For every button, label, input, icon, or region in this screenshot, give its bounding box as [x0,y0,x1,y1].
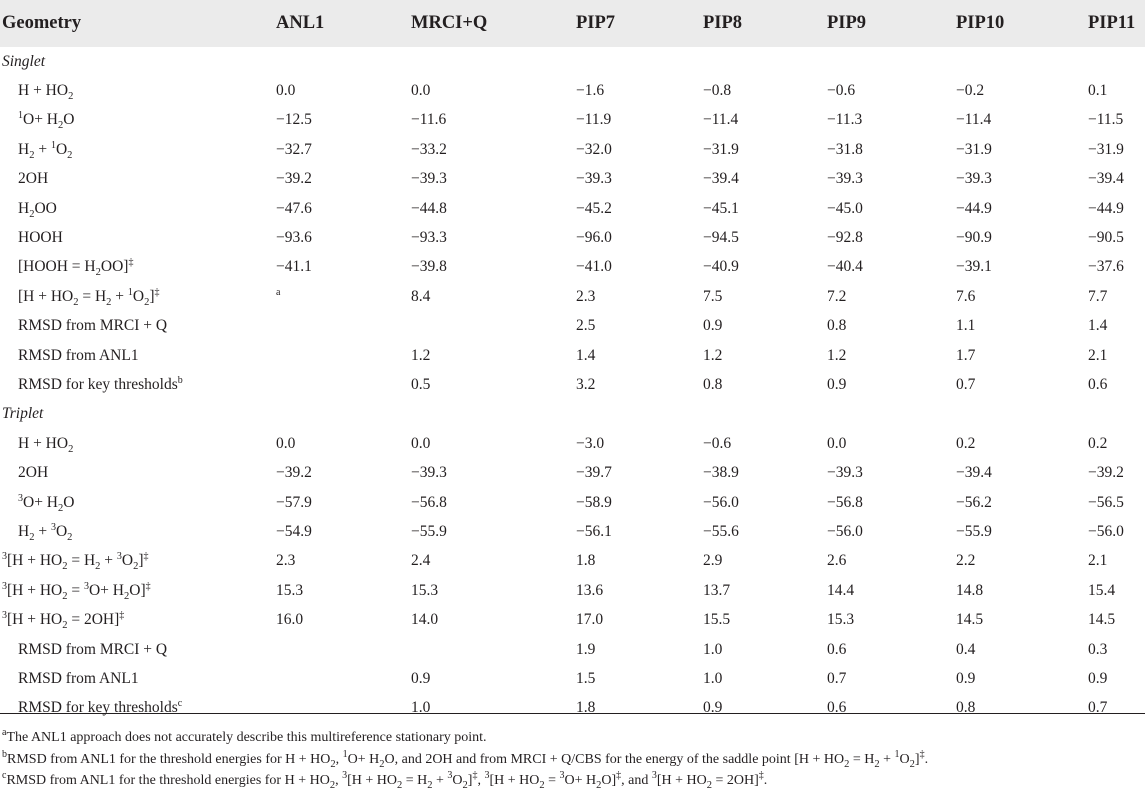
value-cell: 1.7 [956,346,976,364]
value-cell: 0.8 [703,375,723,393]
value-cell [276,341,411,370]
superscript: 3 [2,551,7,563]
value-cell: −39.8 [411,258,447,276]
geometry-cell: $H_2 + ^3O_2$ [18,521,73,543]
table-row [0,106,1145,135]
value-cell: −39.3 [411,170,447,188]
geometry-cell: $H + HO_2$ [18,82,74,103]
value-cell [276,664,411,693]
value-cell: −38.9 [703,464,739,482]
value-cell: 2.6 [827,552,847,570]
subscript: 2 [874,758,880,770]
value-cell: 1.0 [703,669,723,687]
value-cell: −93.6 [276,229,312,247]
superscript: ‡ [143,551,149,563]
value-cell: 2.1 [1088,346,1108,364]
value-cell: 14.5 [1088,611,1116,629]
geometry-cell: 2OH [18,170,49,188]
value-cell: 7.2 [827,287,847,305]
value-cell [276,635,411,664]
value-cell: −56.2 [956,493,992,511]
value-cell: 1.1 [956,317,976,335]
table-row [0,253,1145,282]
value-cell: −90.9 [956,229,992,247]
value-cell: 2.3 [576,287,596,305]
value-cell [276,694,411,723]
subscript: 2 [124,590,130,602]
header-pip11: PIP11 [1088,13,1136,33]
value-cell: −40.4 [827,258,863,276]
table-row [0,341,1145,370]
value-cell: −90.5 [1088,229,1124,247]
value-cell: 0.0 [827,434,847,452]
superscript: 3 [50,521,56,533]
value-cell: −11.3 [827,111,863,129]
superscript: b [177,374,183,386]
value-cell: 1.4 [1088,317,1108,335]
value-cell: −39.3 [827,170,863,188]
value-cell: −56.1 [576,522,612,540]
section-label: Singlet [2,52,46,70]
value-cell: 2.9 [703,552,723,570]
value-cell: 2.4 [411,552,431,570]
subscript: 2 [67,149,73,161]
table-row [0,458,1145,487]
subscript: 2 [68,91,74,103]
value-cell: −93.3 [411,229,447,247]
value-cell: −40.9 [703,258,739,276]
value-cell: 14.5 [956,611,984,629]
value-cell: −56.0 [703,493,739,511]
value-cell: 0.0 [411,434,431,452]
geometry-cell: RMSD for key thresholds$^c$ [18,698,183,717]
superscript: 3 [342,770,348,781]
value-cell: −55.6 [703,522,739,540]
subscript: 2 [106,296,112,308]
value-cell: −41.1 [276,258,312,276]
value-cell: 0.9 [1088,669,1108,687]
value-cell: −56.0 [827,522,863,540]
geometry-cell: HOOH [18,229,63,247]
subscript: 2 [29,149,35,161]
header-anl1: ANL1 [276,13,325,33]
value-cell: −56.5 [1088,493,1124,511]
superscript: ‡ [128,257,134,269]
value-cell [411,312,576,341]
geometry-cell: $H + HO_2$ [18,434,74,455]
footnote: $^a$The ANL1 approach does not accurately describe this multireference stationary point. [2,727,487,745]
table-row [0,312,1145,341]
subscript: 2 [462,780,468,791]
value-cell: 15.3 [276,581,304,599]
value-cell: −0.6 [827,82,856,100]
value-cell: 1.2 [827,346,847,364]
superscript: ‡ [472,770,478,781]
value-cell: 15.3 [827,611,855,629]
value-cell: −39.3 [956,170,992,188]
value-cell: −96.0 [576,229,612,247]
table-row [0,605,1145,634]
section-row-triplet [0,400,1145,429]
subscript: 2 [539,780,545,791]
geometry-cell: RMSD for key thresholds$^b$ [18,374,183,393]
subscript: 2 [427,780,433,791]
superscript: ‡ [154,286,160,298]
value-cell: −39.3 [411,464,447,482]
value-cell: 0.8 [956,699,976,717]
table-row [0,165,1145,194]
table-row [0,194,1145,223]
geometry-cell: RMSD from ANL1 [18,346,139,364]
footnote: $^c$RMSD from ANL1 for the threshold energies for $H + HO_2$, $^3[H + HO_2 = H_2 + ^3O_2]^\ddagger$, $^3[H + HO_2 = ^3O+ H_2O]^\ddagger$, and $^3[H + HO_2 = 2OH]^\ddagger$. [2,770,768,791]
subscript: 2 [58,120,64,132]
value-cell: −31.8 [827,140,863,158]
value-cell: −3.0 [576,434,605,452]
table-header [0,0,1145,47]
geometry-cell: $^3[H + HO_2 = H_2 + ^3O_2]^\ddagger$ [2,551,149,573]
superscript: ‡ [119,610,125,622]
table-row [0,429,1145,458]
value-cell: 0.7 [827,669,847,687]
superscript: ‡ [919,748,925,760]
table-row [0,547,1145,576]
value-cell: −0.2 [956,82,985,100]
superscript: a [2,727,7,738]
value-cell: 0.0 [411,82,431,100]
value-cell: −0.6 [703,434,732,452]
subscript: 2 [95,267,101,279]
value-cell: 0.9 [411,669,431,687]
table-row [0,517,1145,546]
value-cell: −56.8 [411,493,447,511]
subscript: 2 [62,590,68,602]
geometry-cell: [HOOH = $H_2OO]^\ddagger$ [18,257,134,279]
superscript: 3 [2,610,7,622]
superscript: 3 [447,770,453,781]
value-cell: 0.7 [956,375,976,393]
header-pip7: PIP7 [576,13,616,33]
value-cell [276,282,411,311]
superscript: 3 [116,551,122,563]
value-cell: −39.2 [276,170,312,188]
section-label: Triplet [2,405,44,423]
value-cell: 3.2 [576,375,596,393]
value-cell: −1.6 [576,82,605,100]
value-cell: 0.1 [1088,82,1108,100]
superscript: 1 [50,139,56,151]
value-cell: −31.9 [703,140,739,158]
value-cell: 7.6 [956,287,976,305]
value-cell: −94.5 [703,229,739,247]
header-pip9: PIP9 [827,13,867,33]
value-cell: 0.7 [1088,699,1108,717]
value-cell: −33.2 [411,140,447,158]
value-cell: 14.4 [827,581,855,599]
value-cell: −58.9 [576,493,612,511]
subscript: 2 [29,208,35,220]
value-cell: 0.9 [703,317,723,335]
value-cell: 2.2 [956,552,976,570]
superscript: ‡ [145,580,151,592]
subscript: 2 [329,780,336,791]
value-cell: 1.2 [411,346,431,364]
value-cell: −44.8 [411,199,447,217]
value-cell: −11.4 [956,111,992,129]
superscript: 3 [559,770,565,781]
subscript: 2 [396,780,403,791]
table-row [0,282,1145,311]
value-cell [276,312,411,341]
value-cell [276,370,411,399]
table-row [0,664,1145,693]
value-cell: −37.6 [1088,258,1124,276]
value-cell: −39.7 [576,464,612,482]
geometry-cell: $^3[H + HO_2 = 2OH]^\ddagger$ [2,610,125,632]
value-cell: 1.4 [576,346,596,364]
header-row [0,0,1145,47]
value-cell: 14.8 [956,581,984,599]
superscript: 1 [18,110,23,122]
table-row [0,694,1145,723]
subscript: 2 [62,620,68,632]
table-bottom-rule [0,713,1145,714]
value-cell: −39.4 [1088,170,1124,188]
value-cell: −39.3 [576,170,612,188]
value-cell: 15.3 [411,581,439,599]
value-cell: −47.6 [276,199,312,217]
subscript: 2 [330,758,336,770]
value-cell: 0.0 [276,434,296,452]
value-cell: −31.9 [956,140,992,158]
value-cell: −32.0 [576,140,612,158]
geometry-cell: RMSD from MRCI + Q [18,640,168,658]
subscript: 2 [379,758,385,770]
value-cell: 0.6 [827,640,847,658]
value-cell: 0.2 [1088,434,1108,452]
value-cell: 1.0 [411,699,431,717]
value-cell: 7.7 [1088,287,1108,305]
superscript: 3 [83,580,89,592]
geometry-cell: $H_2OO$ [18,199,57,220]
value-cell: −45.0 [827,199,863,217]
table-body [0,47,1145,723]
value-cell: −44.9 [956,199,992,217]
geometry-cell: $H_2 + ^1O_2$ [18,139,73,161]
value-cell: −39.2 [1088,464,1124,482]
value-cell: 15.4 [1088,581,1116,599]
subscript: 2 [58,502,64,514]
superscript: c [177,698,183,710]
subscript: 2 [73,296,79,308]
value-cell: −11.4 [703,111,739,129]
value-cell: 0.4 [956,640,976,658]
subscript: 2 [706,780,712,791]
table-row [0,488,1145,517]
superscript: 3 [18,492,23,504]
value-cell: 1.2 [703,346,723,364]
superscript: 1 [127,286,133,298]
superscript: 3 [484,770,490,781]
value-cell: −39.3 [827,464,863,482]
header-pip8: PIP8 [703,13,743,33]
value-cell: −39.4 [703,170,739,188]
value-cell: 7.5 [703,287,723,305]
footnote: $^b$RMSD from ANL1 for the threshold energies for $H + HO_2$, $^1O+ H_2O$, and 2OH and from MRCI + Q/CBS for the energy of the saddle point $[H + HO_2 = H_2 + ^1O_2]^\ddagger$. [2,748,929,770]
value-cell: −39.1 [956,258,992,276]
geometry-cell: $^3O+ H_2O$ [18,492,75,514]
subscript: 2 [62,561,68,573]
value-cell: −39.4 [956,464,992,482]
header-geometry: Geometry [2,13,82,33]
table-row [0,223,1145,252]
value-cell: −32.7 [276,140,312,158]
value-cell: −45.1 [703,199,739,217]
value-cell: −12.5 [276,111,312,129]
value-cell: −92.8 [827,229,863,247]
value-cell: 0.9 [827,375,847,393]
value-cell: 2.5 [576,317,596,335]
table-row [0,135,1145,164]
header-mrciq: MRCI+Q [411,13,488,33]
section-row-singlet [0,47,1145,76]
value-cell: 1.8 [576,552,596,570]
superscript: 3 [2,580,7,592]
geometry-cell: $[H + HO_2 = H_2 + ^1O_2]^\ddagger$ [18,286,160,308]
geometry-cell: RMSD from ANL1 [18,669,139,687]
value-cell: 0.6 [827,699,847,717]
value-cell: −56.0 [1088,522,1124,540]
value-cell: 16.0 [276,611,304,629]
subscript: 2 [29,531,35,543]
value-cell: 2.3 [276,552,296,570]
value-cell: −57.9 [276,493,312,511]
value-cell: 0.2 [956,434,976,452]
value-cell: −45.2 [576,199,612,217]
value-cell: 0.9 [956,669,976,687]
value-cell: −11.5 [1088,111,1124,129]
value-cell: 0.6 [1088,375,1108,393]
table-row [0,370,1145,399]
value-cell: 1.5 [576,669,596,687]
table-row [0,576,1145,605]
footnotes [2,728,1142,793]
value-cell: −31.9 [1088,140,1124,158]
header-pip10: PIP10 [956,13,1005,33]
superscript: b [2,748,7,760]
value-cell: 0.9 [703,699,723,717]
superscript: c [2,770,7,781]
superscript: ‡ [616,770,622,781]
value-cell: −11.9 [576,111,612,129]
value-cell: 0.5 [411,375,431,393]
value-cell: −56.8 [827,493,863,511]
subscript: 2 [909,758,915,770]
value-cell: 14.0 [411,611,439,629]
value-cell: 13.6 [576,581,604,599]
value-cell [411,635,576,664]
subscript: 2 [68,443,74,455]
superscript: a [276,286,281,298]
superscript: 1 [342,748,348,760]
geometry-cell: $^1O+ H_2O$ [18,110,75,132]
value-cell: 1.9 [576,640,596,658]
subscript: 2 [144,296,150,308]
value-cell: 15.5 [703,611,731,629]
value-cell: −55.9 [411,522,447,540]
superscript: 3 [651,770,657,781]
table-row [0,635,1145,664]
geometry-cell: 2OH [18,464,49,482]
value-cell: −0.8 [703,82,732,100]
subscript: 2 [67,531,73,543]
subscript: 2 [95,561,101,573]
value-cell: −55.9 [956,522,992,540]
subscript: 2 [596,780,602,791]
value-cell: 1.0 [703,640,723,658]
subscript: 2 [133,561,139,573]
superscript: 1 [894,748,900,760]
subscript: 2 [844,758,850,770]
value-cell: 0.0 [276,82,296,100]
value-cell: −41.0 [576,258,612,276]
value-cell: −11.6 [411,111,447,129]
geometry-cell: RMSD from MRCI + Q [18,317,168,335]
value-cell: 0.3 [1088,640,1108,658]
value-cell: −54.9 [276,522,312,540]
value-cell: 1.8 [576,699,596,717]
superscript: ‡ [758,770,764,781]
value-cell: 13.7 [703,581,731,599]
value-cell: 2.1 [1088,552,1108,570]
value-cell: −39.2 [276,464,312,482]
table-row [0,76,1145,105]
value-cell: 17.0 [576,611,604,629]
value-cell: 0.8 [827,317,847,335]
value-cell: −44.9 [1088,199,1124,217]
geometry-cell: $^3[H + HO_2 = ^3O+ H_2O]^\ddagger$ [2,580,151,602]
value-cell: 8.4 [411,287,431,305]
